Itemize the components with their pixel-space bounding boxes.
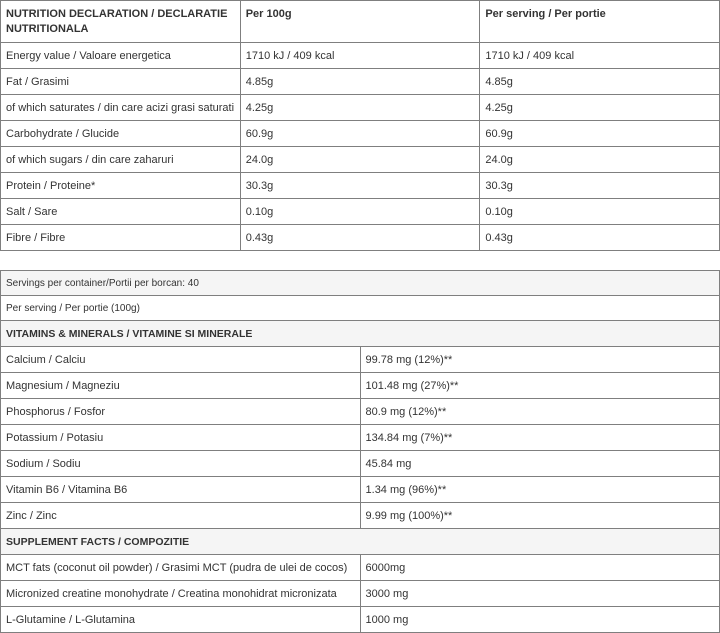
serving-size-row — [1, 296, 720, 321]
nutrient-name: Fibre / Fibre — [1, 225, 241, 251]
nutrition-row — [1, 95, 720, 121]
vitamin-amount: 80.9 mg (12%)** — [360, 399, 719, 425]
vitamin-row — [1, 503, 720, 529]
nutrient-per-100g: 0.10g — [240, 199, 480, 225]
supplement-amount: 6000mg — [360, 555, 719, 581]
nutrient-per-100g: 24.0g — [240, 147, 480, 173]
supplement-row — [1, 555, 720, 581]
vitamins-section-header — [1, 321, 720, 347]
nutrient-per-serving: 24.0g — [480, 147, 720, 173]
nutrition-declaration-table — [0, 0, 720, 251]
vitamin-row — [1, 477, 720, 503]
nutrition-header-per-serving: Per serving / Per portie — [480, 1, 720, 43]
nutrition-row — [1, 173, 720, 199]
nutrient-per-100g: 1710 kJ / 409 kcal — [240, 43, 480, 69]
supplement-amount: 1000 mg — [360, 607, 719, 633]
nutrient-name: of which saturates / din care acizi grasi saturati — [1, 95, 241, 121]
vitamin-name: Magnesium / Magneziu — [1, 373, 361, 399]
vitamin-name: Zinc / Zinc — [1, 503, 361, 529]
nutrient-name: Protein / Proteine* — [1, 173, 241, 199]
nutrient-per-serving: 4.25g — [480, 95, 720, 121]
supplement-amount: 3000 mg — [360, 581, 719, 607]
supplements-section-title: SUPPLEMENT FACTS / COMPOZITIE — [1, 529, 720, 555]
nutrition-header-per-100g: Per 100g — [240, 1, 480, 43]
vitamin-name: Sodium / Sodiu — [1, 451, 361, 477]
nutrition-header-row — [1, 1, 720, 43]
nutrition-row — [1, 121, 720, 147]
vitamin-amount: 45.84 mg — [360, 451, 719, 477]
nutrition-row — [1, 69, 720, 95]
vitamins-supplements-table — [0, 270, 720, 633]
vitamin-row — [1, 399, 720, 425]
vitamin-name: Calcium / Calciu — [1, 347, 361, 373]
vitamin-amount: 1.34 mg (96%)** — [360, 477, 719, 503]
nutrient-per-100g: 30.3g — [240, 173, 480, 199]
nutrition-row — [1, 147, 720, 173]
nutrient-name: Salt / Sare — [1, 199, 241, 225]
nutrient-per-serving: 1710 kJ / 409 kcal — [480, 43, 720, 69]
nutrient-per-serving: 0.10g — [480, 199, 720, 225]
nutrition-header-name: NUTRITION DECLARATION / DECLARATIE NUTRITIONALA — [1, 1, 241, 43]
nutrient-per-100g: 4.85g — [240, 69, 480, 95]
supplement-name: Micronized creatine monohydrate / Creatina monohidrat micronizata — [1, 581, 361, 607]
nutrient-per-serving: 0.43g — [480, 225, 720, 251]
nutrition-row — [1, 199, 720, 225]
vitamin-name: Phosphorus / Fosfor — [1, 399, 361, 425]
supplements-section-header — [1, 529, 720, 555]
serving-size: Per serving / Per portie (100g) — [1, 296, 720, 321]
nutrition-row — [1, 43, 720, 69]
nutrient-per-100g: 0.43g — [240, 225, 480, 251]
servings-per-container-row — [1, 271, 720, 296]
nutrient-per-100g: 4.25g — [240, 95, 480, 121]
nutrient-per-100g: 60.9g — [240, 121, 480, 147]
vitamin-row — [1, 425, 720, 451]
vitamin-amount: 134.84 mg (7%)** — [360, 425, 719, 451]
nutrient-per-serving: 4.85g — [480, 69, 720, 95]
nutrient-name: Energy value / Valoare energetica — [1, 43, 241, 69]
nutrient-per-serving: 30.3g — [480, 173, 720, 199]
supplement-row — [1, 581, 720, 607]
vitamin-row — [1, 373, 720, 399]
vitamin-amount: 101.48 mg (27%)** — [360, 373, 719, 399]
vitamin-amount: 99.78 mg (12%)** — [360, 347, 719, 373]
vitamin-name: Vitamin B6 / Vitamina B6 — [1, 477, 361, 503]
supplement-name: MCT fats (coconut oil powder) / Grasimi MCT (pudra de ulei de cocos) — [1, 555, 361, 581]
nutrient-per-serving: 60.9g — [480, 121, 720, 147]
nutrient-name: Fat / Grasimi — [1, 69, 241, 95]
vitamin-amount: 9.99 mg (100%)** — [360, 503, 719, 529]
vitamins-section-title: VITAMINS & MINERALS / VITAMINE SI MINERALE — [1, 321, 720, 347]
nutrient-name: of which sugars / din care zaharuri — [1, 147, 241, 173]
vitamin-name: Potassium / Potasiu — [1, 425, 361, 451]
servings-per-container: Servings per container/Portii per borcan: 40 — [1, 271, 720, 296]
nutrition-row — [1, 225, 720, 251]
vitamin-row — [1, 451, 720, 477]
supplement-name: L-Glutamine / L-Glutamina — [1, 607, 361, 633]
nutrient-name: Carbohydrate / Glucide — [1, 121, 241, 147]
supplement-row — [1, 607, 720, 633]
vitamin-row — [1, 347, 720, 373]
